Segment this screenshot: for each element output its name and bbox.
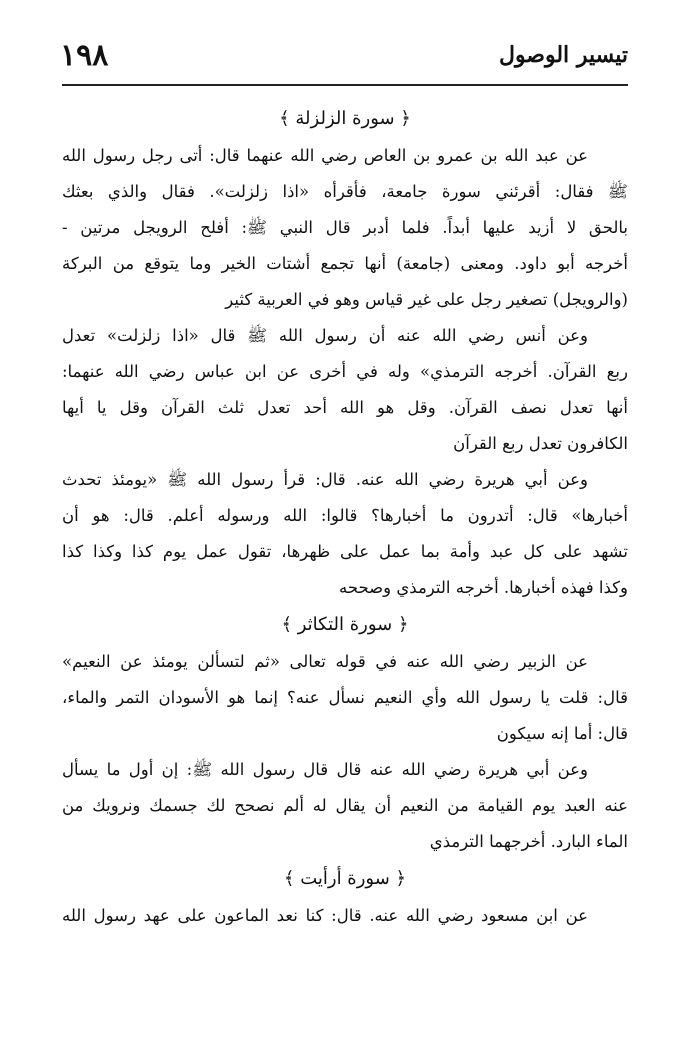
- header-divider: [62, 84, 628, 86]
- text-line: بالحق لا أزيد عليها أبداً. فلما أدبر قال النبي ﷺ: أفلح الرويجل مرتين -: [62, 218, 628, 237]
- text-line: (والرويجل) تصغير رجل على غير قياس وهو في العربية كثير: [225, 290, 628, 309]
- page-number: ١٩٨: [60, 37, 109, 73]
- page-body: [62, 100, 628, 934]
- text-line: أخبارها» قال: أتدرون ما أخبارها؟ قالوا: الله ورسوله أعلم. قال: هو أن: [62, 506, 628, 525]
- text-line: تشهد على كل عبد وأمة بما عمل على ظهرها، تقول عمل يوم كذا وكذا كذا: [62, 542, 628, 561]
- text-line: الماء البارد. أخرجهما الترمذي: [429, 832, 628, 851]
- text-line: عن ابن مسعود رضي الله عنه. قال: كنا نعد الماعون على عهد رسول الله: [62, 906, 588, 925]
- text-line: وعن أبي هريرة رضي الله عنه. قال: قرأ رسول الله ﷺ «يومئذ تحدث: [62, 470, 588, 489]
- text-line: أنها تعدل نصف القرآن. وقل هو الله أحد تعدل ثلث القرآن وقل يا أيها: [62, 398, 628, 417]
- running-title: تيسير الوصول: [498, 42, 628, 68]
- text-line: وكذا فهذه أخبارها. أخرجه الترمذي وصححه: [339, 578, 628, 597]
- text-line: الكافرون تعدل ربع القرآن: [453, 434, 628, 453]
- surah-heading: ﴿ سورة الزلزلة ﴾: [279, 108, 411, 129]
- text-line: وعن أنس رضي الله عنه أن رسول الله ﷺ قال «اذا زلزلت» تعدل: [62, 326, 588, 345]
- surah-heading: ﴿ سورة التكاثر ﴾: [281, 614, 409, 635]
- text-line: ربع القرآن. أخرجه الترمذي» وله في أخرى عن ابن عباس رضي الله عنهما:: [62, 362, 628, 381]
- text-line: قال: قلت يا رسول الله وأي النعيم نسأل عنه؟ إنما هو الأسودان التمر والماء،: [62, 688, 628, 707]
- text-line: وعن أبي هريرة رضي الله عنه قال قال رسول الله ﷺ: إن أول ما يسأل: [62, 760, 588, 779]
- text-line: عنه العبد يوم القيامة من النعيم أن يقال له ألم نصحح لك جسمك ونرويك من: [62, 796, 628, 815]
- text-line: عن عبد الله بن عمرو بن العاص رضي الله عنهما قال: أتى رجل رسول الله: [62, 146, 588, 165]
- surah-heading: ﴿ سورة أرأيت ﴾: [283, 868, 407, 889]
- text-line: قال: أما إنه سيكون: [496, 724, 628, 743]
- text-line: ﷺ فقال: أقرئني سورة جامعة، فأقرأه «اذا زلزلت». فقال والذي بعثك: [62, 182, 628, 201]
- page-header: [60, 30, 628, 80]
- text-line: أخرجه أبو داود. ومعنى (جامعة) أنها تجمع أشتات الخير وما يتوقع من البركة: [62, 254, 628, 273]
- text-line: عن الزبير رضي الله عنه في قوله تعالى «ثم لتسألن يومئذ عن النعيم»: [62, 652, 588, 671]
